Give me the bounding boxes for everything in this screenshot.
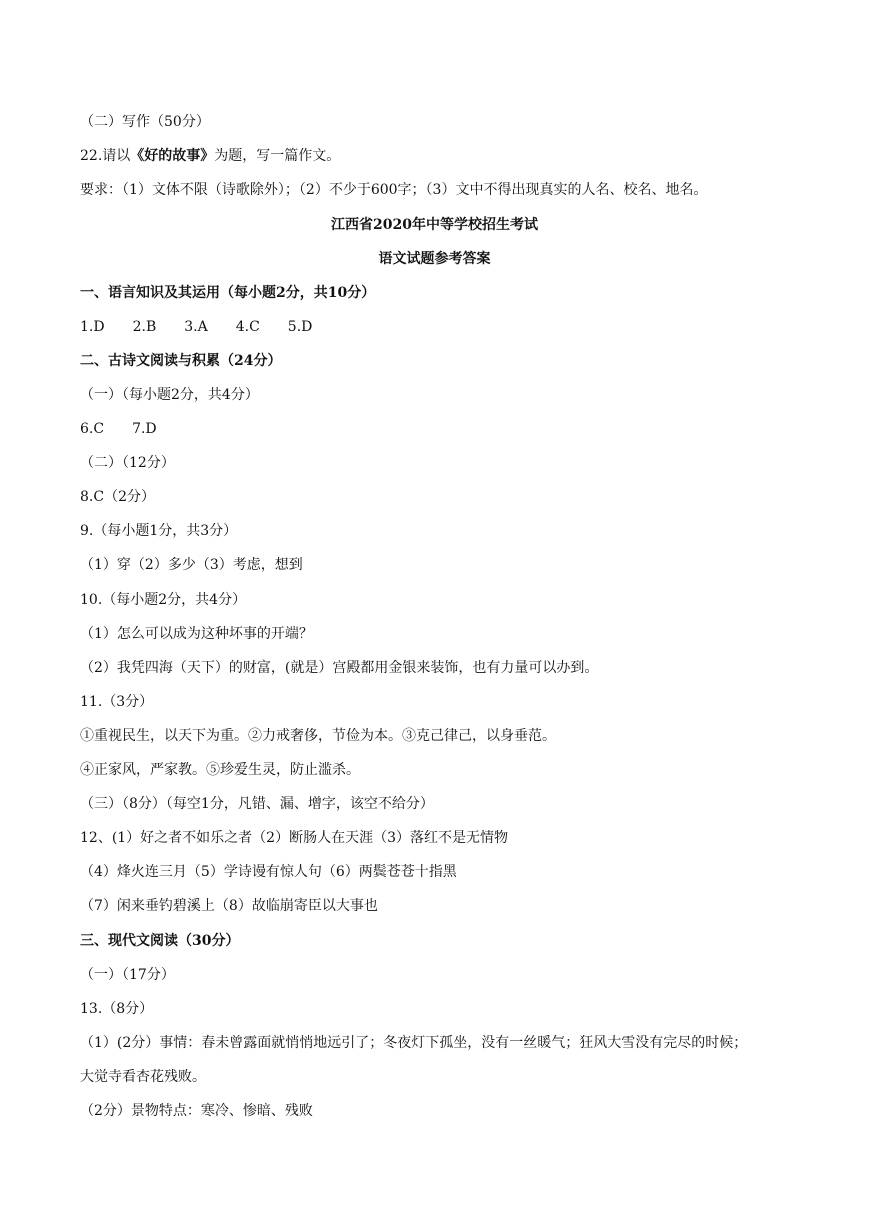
part1-heading: 一、语言知识及其运用（每小题2分，共10分） (80, 285, 376, 301)
answer-q11-line2: ④正家风，严家教。⑤珍爱生灵，防止滥杀。 (80, 762, 360, 778)
question-22-suffix: 为题，写一篇作文。 (214, 148, 341, 164)
essay-requirements: 要求：（1）文体不限（诗歌除外）；（2）不少于600字；（3）文中不得出现真实的人名、校名、地名。 (80, 182, 708, 198)
answer-q12-line1: 12、(1）好之者不如乐之者（2）断肠人在天涯（3）落红不是无情物 (80, 830, 508, 846)
part2-heading: 二、古诗文阅读与积累（24分） (80, 353, 282, 369)
answer-item: 4.C (235, 319, 260, 335)
answer-q11-line1: ①重视民生，以天下为重。②力戒奢侈，节俭为本。③克己律己，以身垂范。 (80, 728, 556, 744)
part3-sub1-heading: （一）（17分） (80, 967, 175, 983)
answer-q13-1-line1: （1）(2分）事情：春未曾露面就悄悄地远引了；冬夜灯下孤坐，没有一丝暖气；狂风大雪没有完尽的时候； (80, 1035, 748, 1051)
part2-sub3-heading: （三）（8分）（每空1分，凡错、漏、增字，该空不给分） (80, 796, 434, 812)
essay-title: 《好的故事》 (130, 148, 215, 164)
part2-sub1-heading: （一）（每小题2分，共4分） (80, 387, 259, 403)
answer-q9: （1）穿（2）多少（3）考虑，想到 (80, 557, 303, 573)
part2-sub2-heading: （二）（12分） (80, 455, 175, 471)
answer-q9-heading: 9.（每小题1分，共3分） (80, 523, 238, 539)
answer-item: 7.D (132, 421, 157, 437)
answer-q12-line3: （7）闲来垂钓碧溪上（8）故临崩寄臣以大事也 (80, 898, 378, 914)
answer-q13-1-line2: 大觉寺看杏花残败。 (80, 1069, 206, 1085)
answer-q10-1: （1）怎么可以成为这种坏事的开端？ (80, 626, 313, 642)
part2-sub1-answers (80, 419, 800, 439)
answer-item: 1.D (80, 319, 105, 335)
part3-heading: 三、现代文阅读（30分） (80, 933, 240, 949)
question-22 (80, 146, 800, 166)
answer-q10-2: （2）我凭四海（天下）的财富，(就是）宫殿都用金银来装饰，也有力量可以办到。 (80, 660, 599, 676)
answer-item: 5.D (287, 319, 313, 335)
answer-q12-line2: （4）烽火连三月（5）学诗谩有惊人句（6）两鬓苍苍十指黑 (80, 864, 457, 880)
answer-q13-2: （2分）景物特点：寒冷、惨暗、残败 (80, 1103, 313, 1119)
answer-q11-heading: 11.（3分） (80, 694, 154, 710)
part1-answers (80, 317, 800, 337)
answer-q10-heading: 10.（每小题2分，共4分） (80, 592, 247, 608)
answer-item: 6.C (80, 421, 105, 437)
answer-doc-title: 江西省2020年中等学校招生考试 (331, 217, 538, 233)
answer-item: 2.B (132, 319, 157, 335)
writing-section-title: （二）写作（50分） (80, 114, 210, 130)
answer-doc-subtitle: 语文试题参考答案 (378, 251, 491, 267)
question-22-prefix: 22.请以 (80, 148, 131, 164)
answer-item: 3.A (184, 319, 208, 335)
answer-q13-heading: 13.（8分） (80, 1001, 154, 1017)
answer-q8: 8.C（2分） (80, 489, 155, 505)
